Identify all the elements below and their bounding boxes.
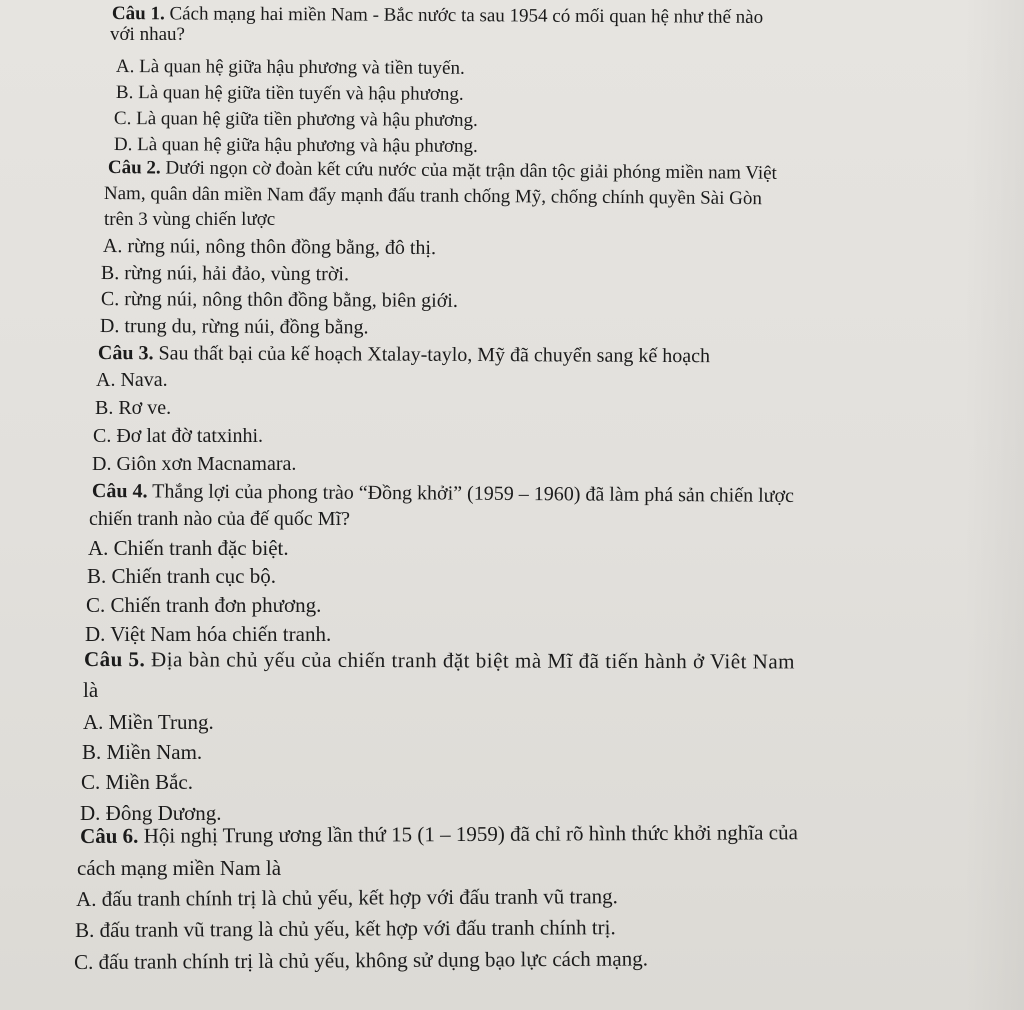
question-2-stem: Dưới ngọn cờ đoàn kết cứu nước của mặt trận dân tộc giải phóng miền nam Việt: [160, 157, 777, 184]
question-5-option-b: B. Miền Nam.: [82, 740, 203, 764]
question-4-option-b: B. Chiến tranh cục bộ.: [87, 564, 276, 588]
question-1-line-1: [112, 4, 763, 27]
page-shading: [964, 0, 1024, 1010]
question-5-number: Câu 5.: [83, 647, 146, 672]
question-2-option-d: D. trung du, rừng núi, đồng bằng.: [99, 315, 369, 339]
question-6-option-b: B. đấu tranh vũ trang là chủ yếu, kết hợp với đấu tranh chính trị.: [74, 915, 616, 942]
question-1-option-b: B. Là quan hệ giữa tiền tuyến và hậu phương.: [115, 82, 464, 105]
question-3-option-d: D. Giôn xơn Macnamara.: [92, 453, 297, 475]
question-2-option-b: B. rừng núi, hải đảo, vùng trời.: [100, 262, 350, 286]
question-1-option-c: C. Là quan hệ giữa tiền phương và hậu phương.: [113, 108, 478, 131]
question-3-stem: Sau thất bại của kế hoạch Xtalay-taylo, Mỹ đã chuyển sang kế hoạch: [153, 342, 711, 368]
question-6-number: Câu 6.: [79, 823, 139, 848]
question-6-line-1: [80, 822, 798, 847]
question-2-option-a: A. rừng núi, nông thôn đồng bằng, đô thị.: [102, 235, 437, 260]
question-1-option-d: D. Là quan hệ giữa hậu phương và hậu phương.: [113, 134, 478, 157]
question-3-option-b: B. Rơ ve.: [95, 397, 172, 419]
question-6-line-2: cách mạng miền Nam là: [77, 856, 282, 880]
question-1-option-a: A. Là quan hệ giữa hậu phương và tiền tuyến.: [115, 56, 465, 79]
question-3-option-a: A. Nava.: [96, 369, 168, 391]
question-4-line-1: [92, 481, 794, 506]
question-1-number: Câu 1.: [111, 3, 165, 25]
question-4-option-c: C. Chiến tranh đơn phương.: [86, 593, 322, 617]
question-2-line-2: Nam, quân dân miền Nam đẩy mạnh đấu tranh chống Mỹ, chống chính quyền Sài Gòn: [103, 183, 762, 210]
question-6-option-c: C. đấu tranh chính trị là chủ yếu, không sử dụng bạo lực cách mạng.: [73, 946, 648, 974]
question-4-line-2: chiến tranh nào của đế quốc Mĩ?: [89, 508, 351, 530]
question-5-option-d: D. Đông Dương.: [80, 801, 222, 825]
question-4-number: Câu 4.: [91, 480, 148, 503]
question-3-line-1: [98, 343, 710, 366]
question-6-option-a: A. đấu tranh chính trị là chủ yếu, kết hợp với đấu tranh vũ trang.: [75, 884, 618, 911]
question-2-number: Câu 2.: [107, 157, 161, 179]
question-4-option-d: D. Việt Nam hóa chiến tranh.: [85, 622, 332, 646]
question-1-stem: Cách mạng hai miền Nam - Bắc nước ta sau 1954 có mối quan hệ như thế nào: [164, 3, 764, 28]
question-5-option-a: A. Miền Trung.: [83, 710, 214, 734]
question-2-line-1: [108, 158, 777, 183]
question-6-stem: Hội nghị Trung ương lần thứ 15 (1 – 1959) đã chỉ rõ hình thức khởi nghĩa của: [138, 820, 798, 848]
question-4-stem: Thắng lợi của phong trào “Đồng khởi” (1959 – 1960) đã làm phá sản chiến lược: [147, 480, 795, 507]
question-5-option-c: C. Miền Bắc.: [81, 770, 193, 794]
question-5-line-1: [84, 649, 795, 672]
question-3-option-c: C. Đơ lat đờ tatxinhi.: [93, 425, 264, 447]
question-5-stem: Địa bàn chủ yếu của chiến tranh đặt biệt mà Mĩ đã tiến hành ở Viêt Nam: [145, 647, 796, 674]
question-5-line-2: là: [83, 678, 99, 702]
question-1-line-2: với nhau?: [110, 24, 185, 45]
question-2-line-3: trên 3 vùng chiến lược: [104, 209, 276, 230]
question-2-option-c: C. rừng núi, nông thôn đồng bằng, biên giới.: [100, 288, 458, 312]
question-3-number: Câu 3.: [97, 342, 154, 365]
question-4-option-a: A. Chiến tranh đặc biệt.: [88, 536, 289, 560]
